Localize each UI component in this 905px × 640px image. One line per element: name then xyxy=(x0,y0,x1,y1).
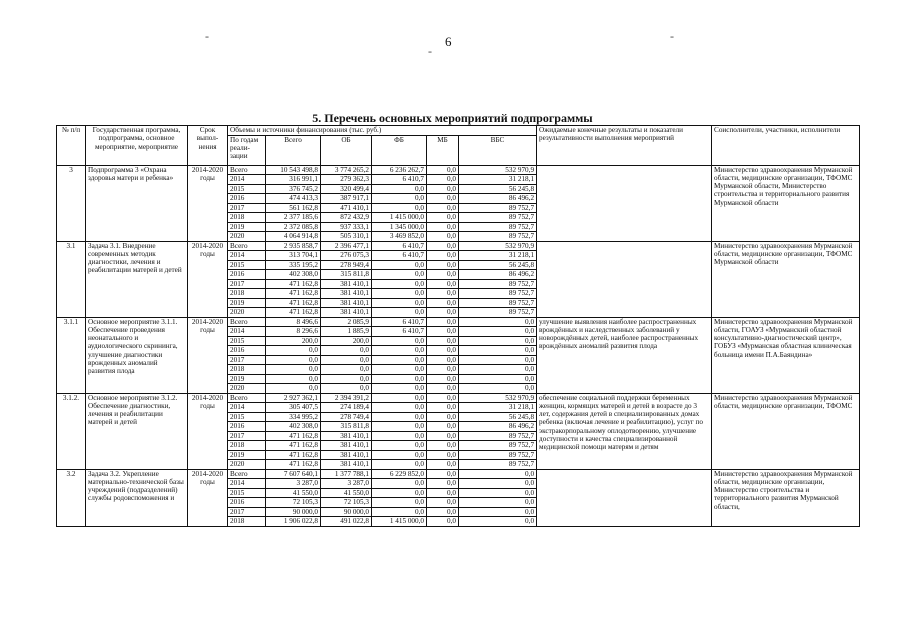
cell-fb: 0,0 xyxy=(372,441,427,451)
cell-vbs: 0,0 xyxy=(459,346,537,356)
table-row xyxy=(57,241,860,251)
cell-total: 471 162,8 xyxy=(266,450,321,460)
cell-mb: 0,0 xyxy=(427,403,459,413)
header-executors: Соисполнители, участники, исполнители xyxy=(712,126,860,166)
cell-ob: 200,0 xyxy=(321,336,372,346)
cell-year: 2016 xyxy=(228,194,266,204)
cell-fb: 6 410,7 xyxy=(372,241,427,251)
cell-ob: 381 410,1 xyxy=(321,289,372,299)
cell-total: 8 496,6 xyxy=(266,317,321,327)
cell-vbs: 89 752,7 xyxy=(459,213,537,223)
cell-vbs: 89 752,7 xyxy=(459,298,537,308)
cell-mb: 0,0 xyxy=(427,260,459,270)
section-title: 5. Перечень основных мероприятий подпрограммы xyxy=(312,111,593,125)
cell-total: 471 162,8 xyxy=(266,308,321,318)
cell-mb: 0,0 xyxy=(427,422,459,432)
cell-ob: 278 949,4 xyxy=(321,260,372,270)
cell-total: 0,0 xyxy=(266,374,321,384)
cell-mb: 0,0 xyxy=(427,298,459,308)
cell-vbs: 0,0 xyxy=(459,327,537,337)
cell-mb: 0,0 xyxy=(427,213,459,223)
cell-mb: 0,0 xyxy=(427,336,459,346)
table-row xyxy=(57,469,860,479)
cell-year: 2020 xyxy=(228,460,266,470)
cell-year: Всего xyxy=(228,317,266,327)
cell-fb: 0,0 xyxy=(372,270,427,280)
cell-year: 2019 xyxy=(228,450,266,460)
cell-vbs: 0,0 xyxy=(459,507,537,517)
cell-mb: 0,0 xyxy=(427,517,459,527)
header-term: Срок выпол-нения xyxy=(188,126,228,166)
row-number: 3.1.1 xyxy=(57,317,86,393)
cell-year: 2014 xyxy=(228,175,266,185)
cell-fb: 0,0 xyxy=(372,355,427,365)
cell-total: 402 308,0 xyxy=(266,422,321,432)
cell-year: 2016 xyxy=(228,422,266,432)
cell-mb: 0,0 xyxy=(427,431,459,441)
cell-fb: 0,0 xyxy=(372,422,427,432)
row-name: Задача 3.1. Внедрение современных методик диагностики, лечения и реабилитации матерей и детей xyxy=(86,241,188,317)
cell-ob: 505 310,1 xyxy=(321,232,372,242)
cell-fb: 0,0 xyxy=(372,507,427,517)
cell-fb: 0,0 xyxy=(372,298,427,308)
cell-total: 2 927 362,1 xyxy=(266,393,321,403)
cell-vbs: 86 496,2 xyxy=(459,270,537,280)
cell-ob: 279 362,3 xyxy=(321,175,372,185)
cell-vbs: 532 970,9 xyxy=(459,165,537,175)
cell-ob: 1 377 788,1 xyxy=(321,469,372,479)
header-vbs: ВБС xyxy=(459,135,537,165)
row-executors: Министерство здравоохранения Мурманской области, ГОАУЗ «Мурманский областной консультативно-диагностический центр», ГОБУЗ «Мурманская областная клиническая больница имени П.А.Баяндина» xyxy=(712,317,860,393)
cell-vbs: 0,0 xyxy=(459,317,537,327)
cell-year: 2015 xyxy=(228,260,266,270)
cell-fb: 6 410,7 xyxy=(372,175,427,185)
cell-ob: 315 811,8 xyxy=(321,270,372,280)
cell-total: 402 308,0 xyxy=(266,270,321,280)
cell-vbs: 89 752,7 xyxy=(459,308,537,318)
cell-vbs: 0,0 xyxy=(459,384,537,394)
row-term: 2014-2020 годы xyxy=(188,241,228,317)
cell-total: 4 064 914,8 xyxy=(266,232,321,242)
cell-ob: 276 075,3 xyxy=(321,251,372,261)
cell-year: 2014 xyxy=(228,403,266,413)
cell-vbs: 0,0 xyxy=(459,374,537,384)
row-name: Задача 3.2. Укрепление материально-технической базы учреждений (подразделений) службы родовспоможения и xyxy=(86,469,188,526)
cell-fb: 0,0 xyxy=(372,365,427,375)
cell-ob: 381 410,1 xyxy=(321,460,372,470)
cell-year: 2017 xyxy=(228,355,266,365)
header-fb: ФБ xyxy=(372,135,427,165)
row-result: улучшение выявления наиболее распространенных врождённых и наследственных заболеваний у новорождённых детей, наиболее распространенных врождённых аномалий развития плода xyxy=(537,317,712,393)
row-executors: Министерство здравоохранения Мурманской области, медицинские организации, ТФОМС Мурманской области, Министерство строительства и территориального развития Мурманской области xyxy=(712,165,860,241)
cell-ob: 90 000,0 xyxy=(321,507,372,517)
row-name: Основное мероприятие 3.1.1. Обеспечение проведения неонатального и аудиологического скрининга, улучшение диагностики врожденных аномалий развития плода xyxy=(86,317,188,393)
header-program: Государственная программа, подпрограмма, основное мероприятие, мероприятие xyxy=(86,126,188,166)
cell-vbs: 56 245,8 xyxy=(459,260,537,270)
cell-ob: 72 105,3 xyxy=(321,498,372,508)
cell-fb: 0,0 xyxy=(372,450,427,460)
row-result: обеспечение социальной поддержки беременных женщин, кормящих матерей и детей в возрасте до 3 лет, содержания детей в специализированных домах ребенка (включая лечение и реабилитацию), услуг по экстракорпоральному оплодотворению, улучшение доступности и качества специализированной медицинской помощи матерям и детям xyxy=(537,393,712,469)
cell-total: 2 935 858,7 xyxy=(266,241,321,251)
cell-year: 2018 xyxy=(228,517,266,527)
row-result xyxy=(537,241,712,317)
header-years: По годам реали-зации xyxy=(228,135,266,165)
cell-mb: 0,0 xyxy=(427,232,459,242)
cell-mb: 0,0 xyxy=(427,251,459,261)
cell-total: 0,0 xyxy=(266,346,321,356)
row-executors: Министерство здравоохранения Мурманской области, медицинские организации, Министерство строительства и территориального развития Мурманской области, xyxy=(712,469,860,526)
cell-vbs: 0,0 xyxy=(459,365,537,375)
cell-year: 2015 xyxy=(228,488,266,498)
row-number: 3.1.2. xyxy=(57,393,86,469)
cell-fb: 0,0 xyxy=(372,374,427,384)
cell-mb: 0,0 xyxy=(427,412,459,422)
cell-vbs: 0,0 xyxy=(459,498,537,508)
row-executors: Министерство здравоохранения Мурманской области, медицинские организации, ТФОМС xyxy=(712,393,860,469)
cell-mb: 0,0 xyxy=(427,327,459,337)
cell-mb: 0,0 xyxy=(427,175,459,185)
cell-total: 335 195,2 xyxy=(266,260,321,270)
cell-fb: 0,0 xyxy=(372,194,427,204)
cell-vbs: 0,0 xyxy=(459,517,537,527)
cell-fb: 0,0 xyxy=(372,203,427,213)
cell-year: 2017 xyxy=(228,431,266,441)
cell-fb: 0,0 xyxy=(372,412,427,422)
activities-table xyxy=(56,125,860,527)
cell-total: 471 162,8 xyxy=(266,460,321,470)
cell-ob: 872 432,9 xyxy=(321,213,372,223)
cell-ob: 320 499,4 xyxy=(321,184,372,194)
cell-year: 2015 xyxy=(228,336,266,346)
cell-fb: 0,0 xyxy=(372,488,427,498)
cell-ob: 471 410,1 xyxy=(321,203,372,213)
row-executors: Министерство здравоохранения Мурманской области, медицинские организации, ТФОМС Мурманской области xyxy=(712,241,860,317)
cell-vbs: 89 752,7 xyxy=(459,441,537,451)
cell-ob: 381 410,1 xyxy=(321,450,372,460)
table-row xyxy=(57,393,860,403)
cell-mb: 0,0 xyxy=(427,346,459,356)
row-result xyxy=(537,165,712,241)
cell-mb: 0,0 xyxy=(427,194,459,204)
cell-mb: 0,0 xyxy=(427,460,459,470)
cell-ob: 0,0 xyxy=(321,384,372,394)
cell-ob: 0,0 xyxy=(321,355,372,365)
cell-ob: 0,0 xyxy=(321,365,372,375)
cell-total: 376 745,2 xyxy=(266,184,321,194)
cell-fb: 6 410,7 xyxy=(372,327,427,337)
cell-fb: 0,0 xyxy=(372,393,427,403)
cell-ob: 2 085,9 xyxy=(321,317,372,327)
cell-ob: 0,0 xyxy=(321,346,372,356)
cell-mb: 0,0 xyxy=(427,317,459,327)
cell-vbs: 89 752,7 xyxy=(459,460,537,470)
cell-year: 2014 xyxy=(228,251,266,261)
cell-fb: 0,0 xyxy=(372,336,427,346)
cell-total: 2 372 085,8 xyxy=(266,222,321,232)
cell-total: 200,0 xyxy=(266,336,321,346)
cell-mb: 0,0 xyxy=(427,374,459,384)
cell-total: 471 162,8 xyxy=(266,431,321,441)
cell-fb: 0,0 xyxy=(372,289,427,299)
cell-ob: 274 189,4 xyxy=(321,403,372,413)
cell-ob: 0,0 xyxy=(321,374,372,384)
row-name: Основное мероприятие 3.1.2. Обеспечение диагностики, лечения и реабилитации матерей и детей xyxy=(86,393,188,469)
cell-mb: 0,0 xyxy=(427,165,459,175)
cell-total: 471 162,8 xyxy=(266,298,321,308)
cell-year: 2019 xyxy=(228,374,266,384)
page-dash-right: - xyxy=(670,29,674,43)
cell-fb: 6 410,7 xyxy=(372,317,427,327)
cell-vbs: 56 245,8 xyxy=(459,184,537,194)
cell-total: 474 413,3 xyxy=(266,194,321,204)
cell-vbs: 86 496,2 xyxy=(459,194,537,204)
cell-vbs: 89 752,7 xyxy=(459,203,537,213)
cell-year: 2018 xyxy=(228,365,266,375)
cell-year: 2015 xyxy=(228,184,266,194)
cell-mb: 0,0 xyxy=(427,498,459,508)
cell-fb: 1 415 000,0 xyxy=(372,213,427,223)
cell-vbs: 31 218,1 xyxy=(459,175,537,185)
row-number: 3.1 xyxy=(57,241,86,317)
cell-year: 2014 xyxy=(228,479,266,489)
cell-year: Всего xyxy=(228,393,266,403)
cell-fb: 6 410,7 xyxy=(372,251,427,261)
page-dash-left: - xyxy=(205,29,209,43)
row-number: 3.2 xyxy=(57,469,86,526)
cell-ob: 315 811,8 xyxy=(321,422,372,432)
cell-year: Всего xyxy=(228,241,266,251)
cell-ob: 2 394 391,2 xyxy=(321,393,372,403)
cell-vbs: 0,0 xyxy=(459,488,537,498)
cell-vbs: 89 752,7 xyxy=(459,450,537,460)
cell-vbs: 31 218,1 xyxy=(459,403,537,413)
cell-ob: 3 774 265,2 xyxy=(321,165,372,175)
cell-total: 0,0 xyxy=(266,355,321,365)
cell-total: 471 162,8 xyxy=(266,289,321,299)
cell-vbs: 89 752,7 xyxy=(459,431,537,441)
row-name: Подпрограмма 3 «Охрана здоровья матери и ребенка» xyxy=(86,165,188,241)
cell-vbs: 0,0 xyxy=(459,469,537,479)
cell-year: 2014 xyxy=(228,327,266,337)
cell-fb: 0,0 xyxy=(372,384,427,394)
cell-ob: 937 333,1 xyxy=(321,222,372,232)
cell-vbs: 56 245,8 xyxy=(459,412,537,422)
header-results: Ожидаемые конечные результаты и показатели результативности выполнения мероприятий xyxy=(537,126,712,166)
cell-mb: 0,0 xyxy=(427,384,459,394)
cell-fb: 0,0 xyxy=(372,308,427,318)
cell-ob: 381 410,1 xyxy=(321,298,372,308)
cell-mb: 0,0 xyxy=(427,289,459,299)
cell-vbs: 532 970,9 xyxy=(459,241,537,251)
cell-total: 305 407,5 xyxy=(266,403,321,413)
cell-year: 2016 xyxy=(228,270,266,280)
cell-fb: 0,0 xyxy=(372,279,427,289)
cell-total: 0,0 xyxy=(266,384,321,394)
header-ob: ОБ xyxy=(321,135,372,165)
cell-fb: 0,0 xyxy=(372,498,427,508)
cell-vbs: 89 752,7 xyxy=(459,222,537,232)
cell-total: 10 543 498,8 xyxy=(266,165,321,175)
row-term: 2014-2020 годы xyxy=(188,317,228,393)
header-total: Всего xyxy=(266,135,321,165)
header-num: № п/п xyxy=(57,126,86,166)
cell-year: 2020 xyxy=(228,384,266,394)
cell-vbs: 0,0 xyxy=(459,336,537,346)
cell-mb: 0,0 xyxy=(427,441,459,451)
header-mb: МБ xyxy=(427,135,459,165)
cell-mb: 0,0 xyxy=(427,393,459,403)
cell-total: 72 105,3 xyxy=(266,498,321,508)
cell-ob: 2 396 477,1 xyxy=(321,241,372,251)
cell-year: 2015 xyxy=(228,412,266,422)
cell-total: 2 377 185,6 xyxy=(266,213,321,223)
cell-ob: 381 410,1 xyxy=(321,279,372,289)
cell-mb: 0,0 xyxy=(427,270,459,280)
cell-ob: 3 287,0 xyxy=(321,479,372,489)
cell-fb: 0,0 xyxy=(372,431,427,441)
cell-year: 2016 xyxy=(228,346,266,356)
page-number: 6 xyxy=(445,34,452,49)
cell-total: 471 162,8 xyxy=(266,279,321,289)
cell-fb: 0,0 xyxy=(372,460,427,470)
cell-ob: 381 410,1 xyxy=(321,308,372,318)
table-row xyxy=(57,317,860,327)
cell-fb: 0,0 xyxy=(372,260,427,270)
cell-mb: 0,0 xyxy=(427,488,459,498)
cell-year: 2016 xyxy=(228,498,266,508)
cell-mb: 0,0 xyxy=(427,469,459,479)
cell-year: 2020 xyxy=(228,308,266,318)
row-result xyxy=(537,469,712,526)
cell-year: 2018 xyxy=(228,289,266,299)
cell-mb: 0,0 xyxy=(427,365,459,375)
cell-mb: 0,0 xyxy=(427,184,459,194)
cell-total: 316 991,1 xyxy=(266,175,321,185)
cell-mb: 0,0 xyxy=(427,222,459,232)
cell-year: 2019 xyxy=(228,298,266,308)
cell-mb: 0,0 xyxy=(427,279,459,289)
cell-fb: 3 469 852,0 xyxy=(372,232,427,242)
cell-total: 334 995,2 xyxy=(266,412,321,422)
cell-fb: 1 345 000,0 xyxy=(372,222,427,232)
cell-year: 2017 xyxy=(228,507,266,517)
cell-ob: 381 410,1 xyxy=(321,431,372,441)
cell-vbs: 0,0 xyxy=(459,355,537,365)
cell-vbs: 86 496,2 xyxy=(459,422,537,432)
cell-mb: 0,0 xyxy=(427,241,459,251)
cell-vbs: 89 752,7 xyxy=(459,289,537,299)
cell-mb: 0,0 xyxy=(427,355,459,365)
cell-total: 8 296,6 xyxy=(266,327,321,337)
cell-ob: 41 550,0 xyxy=(321,488,372,498)
cell-vbs: 0,0 xyxy=(459,479,537,489)
cell-ob: 387 917,1 xyxy=(321,194,372,204)
cell-total: 561 162,8 xyxy=(266,203,321,213)
cell-year: 2020 xyxy=(228,232,266,242)
cell-year: Всего xyxy=(228,165,266,175)
cell-mb: 0,0 xyxy=(427,507,459,517)
cell-year: 2017 xyxy=(228,203,266,213)
cell-fb: 0,0 xyxy=(372,403,427,413)
cell-year: 2017 xyxy=(228,279,266,289)
cell-total: 1 906 022,8 xyxy=(266,517,321,527)
row-term: 2014-2020 годы xyxy=(188,393,228,469)
cell-fb: 0,0 xyxy=(372,479,427,489)
cell-fb: 6 236 262,7 xyxy=(372,165,427,175)
cell-ob: 491 022,8 xyxy=(321,517,372,527)
cell-vbs: 89 752,7 xyxy=(459,232,537,242)
cell-vbs: 31 218,1 xyxy=(459,251,537,261)
cell-ob: 381 410,1 xyxy=(321,441,372,451)
cell-fb: 1 415 000,0 xyxy=(372,517,427,527)
page-dash-mid: - xyxy=(428,44,432,58)
cell-year: Всего xyxy=(228,469,266,479)
cell-year: 2018 xyxy=(228,213,266,223)
cell-mb: 0,0 xyxy=(427,479,459,489)
cell-mb: 0,0 xyxy=(427,308,459,318)
cell-total: 0,0 xyxy=(266,365,321,375)
cell-mb: 0,0 xyxy=(427,450,459,460)
row-term: 2014-2020 годы xyxy=(188,469,228,526)
cell-year: 2019 xyxy=(228,222,266,232)
row-term: 2014-2020 годы xyxy=(188,165,228,241)
row-number: 3 xyxy=(57,165,86,241)
cell-ob: 278 749,4 xyxy=(321,412,372,422)
cell-total: 471 162,8 xyxy=(266,441,321,451)
header-funding-group: Объемы и источники финансирования (тыс. руб.) xyxy=(228,126,537,136)
cell-mb: 0,0 xyxy=(427,203,459,213)
cell-total: 90 000,0 xyxy=(266,507,321,517)
table-header-row xyxy=(57,126,860,136)
table-row xyxy=(57,165,860,175)
cell-vbs: 532 970,9 xyxy=(459,393,537,403)
cell-total: 3 287,0 xyxy=(266,479,321,489)
cell-total: 313 704,1 xyxy=(266,251,321,261)
cell-fb: 0,0 xyxy=(372,346,427,356)
cell-ob: 1 885,9 xyxy=(321,327,372,337)
cell-fb: 0,0 xyxy=(372,184,427,194)
cell-total: 7 607 640,1 xyxy=(266,469,321,479)
cell-total: 41 550,0 xyxy=(266,488,321,498)
cell-fb: 6 229 852,0 xyxy=(372,469,427,479)
cell-vbs: 89 752,7 xyxy=(459,279,537,289)
cell-year: 2018 xyxy=(228,441,266,451)
